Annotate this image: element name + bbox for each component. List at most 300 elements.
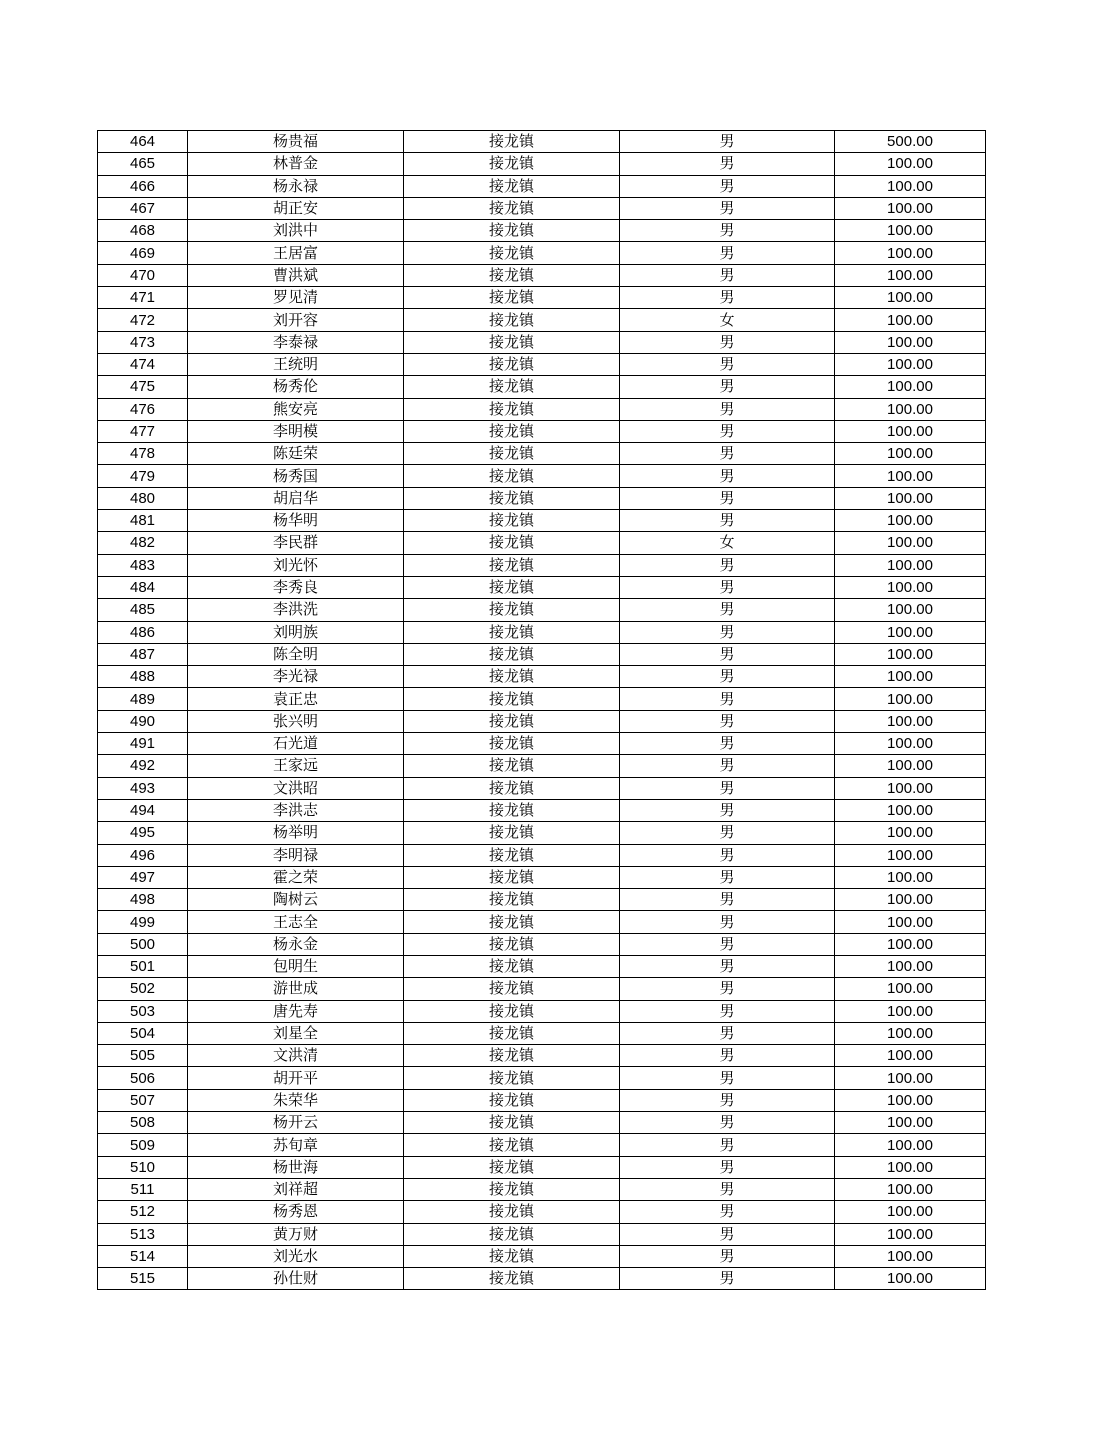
- row-number-cell: 467: [98, 197, 188, 219]
- amount-cell: 100.00: [835, 710, 986, 732]
- amount-cell: 100.00: [835, 733, 986, 755]
- table-row: [98, 465, 986, 487]
- gender-cell: 男: [620, 175, 835, 197]
- gender-cell: 男: [620, 777, 835, 799]
- name-cell: 石光道: [188, 733, 404, 755]
- gender-cell: 女: [620, 309, 835, 331]
- row-number-cell: 504: [98, 1022, 188, 1044]
- row-number-cell: 486: [98, 621, 188, 643]
- gender-cell: 男: [620, 911, 835, 933]
- row-number-cell: 487: [98, 643, 188, 665]
- row-number-cell: 482: [98, 532, 188, 554]
- amount-cell: 100.00: [835, 1156, 986, 1178]
- town-cell: 接龙镇: [404, 911, 620, 933]
- gender-cell: 男: [620, 1112, 835, 1134]
- amount-cell: 100.00: [835, 353, 986, 375]
- town-cell: 接龙镇: [404, 621, 620, 643]
- town-cell: 接龙镇: [404, 242, 620, 264]
- gender-cell: 男: [620, 1134, 835, 1156]
- town-cell: 接龙镇: [404, 465, 620, 487]
- table-row: [98, 1268, 986, 1290]
- amount-cell: 100.00: [835, 777, 986, 799]
- table-row: [98, 1000, 986, 1022]
- town-cell: 接龙镇: [404, 1268, 620, 1290]
- amount-cell: 100.00: [835, 599, 986, 621]
- gender-cell: 男: [620, 866, 835, 888]
- row-number-cell: 503: [98, 1000, 188, 1022]
- gender-cell: 男: [620, 376, 835, 398]
- row-number-cell: 478: [98, 443, 188, 465]
- row-number-cell: 512: [98, 1201, 188, 1223]
- table-row: [98, 1223, 986, 1245]
- gender-cell: 男: [620, 1045, 835, 1067]
- amount-cell: 100.00: [835, 889, 986, 911]
- row-number-cell: 483: [98, 554, 188, 576]
- row-number-cell: 476: [98, 398, 188, 420]
- row-number-cell: 494: [98, 799, 188, 821]
- town-cell: 接龙镇: [404, 889, 620, 911]
- town-cell: 接龙镇: [404, 1112, 620, 1134]
- amount-cell: 100.00: [835, 1112, 986, 1134]
- row-number-cell: 480: [98, 487, 188, 509]
- row-number-cell: 501: [98, 955, 188, 977]
- name-cell: 刘光水: [188, 1245, 404, 1267]
- table-row: [98, 1112, 986, 1134]
- gender-cell: 男: [620, 643, 835, 665]
- gender-cell: 男: [620, 220, 835, 242]
- row-number-cell: 474: [98, 353, 188, 375]
- table-row: [98, 264, 986, 286]
- amount-cell: 100.00: [835, 822, 986, 844]
- town-cell: 接龙镇: [404, 822, 620, 844]
- row-number-cell: 505: [98, 1045, 188, 1067]
- table-row: [98, 220, 986, 242]
- town-cell: 接龙镇: [404, 264, 620, 286]
- row-number-cell: 479: [98, 465, 188, 487]
- table-row: [98, 1156, 986, 1178]
- amount-cell: 100.00: [835, 955, 986, 977]
- amount-cell: 100.00: [835, 465, 986, 487]
- gender-cell: 男: [620, 1245, 835, 1267]
- amount-cell: 500.00: [835, 131, 986, 153]
- row-number-cell: 472: [98, 309, 188, 331]
- name-cell: 陈全明: [188, 643, 404, 665]
- town-cell: 接龙镇: [404, 1178, 620, 1200]
- row-number-cell: 470: [98, 264, 188, 286]
- row-number-cell: 466: [98, 175, 188, 197]
- amount-cell: 100.00: [835, 1000, 986, 1022]
- row-number-cell: 465: [98, 153, 188, 175]
- name-cell: 罗见清: [188, 287, 404, 309]
- name-cell: 杨世海: [188, 1156, 404, 1178]
- amount-cell: 100.00: [835, 688, 986, 710]
- row-number-cell: 496: [98, 844, 188, 866]
- name-cell: 刘洪中: [188, 220, 404, 242]
- name-cell: 王居富: [188, 242, 404, 264]
- table-row: [98, 710, 986, 732]
- gender-cell: 男: [620, 955, 835, 977]
- table-row: [98, 420, 986, 442]
- name-cell: 杨举明: [188, 822, 404, 844]
- name-cell: 朱荣华: [188, 1089, 404, 1111]
- name-cell: 杨永禄: [188, 175, 404, 197]
- amount-cell: 100.00: [835, 799, 986, 821]
- name-cell: 李泰禄: [188, 331, 404, 353]
- name-cell: 杨开云: [188, 1112, 404, 1134]
- gender-cell: 男: [620, 1223, 835, 1245]
- gender-cell: 男: [620, 420, 835, 442]
- row-number-cell: 502: [98, 978, 188, 1000]
- gender-cell: 男: [620, 1268, 835, 1290]
- amount-cell: 100.00: [835, 510, 986, 532]
- amount-cell: 100.00: [835, 487, 986, 509]
- table-row: [98, 287, 986, 309]
- row-number-cell: 491: [98, 733, 188, 755]
- town-cell: 接龙镇: [404, 1134, 620, 1156]
- gender-cell: 男: [620, 264, 835, 286]
- amount-cell: 100.00: [835, 287, 986, 309]
- row-number-cell: 473: [98, 331, 188, 353]
- row-number-cell: 510: [98, 1156, 188, 1178]
- name-cell: 文洪清: [188, 1045, 404, 1067]
- row-number-cell: 490: [98, 710, 188, 732]
- gender-cell: 男: [620, 733, 835, 755]
- row-number-cell: 493: [98, 777, 188, 799]
- name-cell: 文洪昭: [188, 777, 404, 799]
- row-number-cell: 513: [98, 1223, 188, 1245]
- amount-cell: 100.00: [835, 755, 986, 777]
- town-cell: 接龙镇: [404, 688, 620, 710]
- amount-cell: 100.00: [835, 576, 986, 598]
- name-cell: 胡正安: [188, 197, 404, 219]
- town-cell: 接龙镇: [404, 1067, 620, 1089]
- table-row: [98, 777, 986, 799]
- table-row: [98, 621, 986, 643]
- gender-cell: 男: [620, 889, 835, 911]
- town-cell: 接龙镇: [404, 420, 620, 442]
- name-cell: 林普金: [188, 153, 404, 175]
- town-cell: 接龙镇: [404, 510, 620, 532]
- gender-cell: 男: [620, 755, 835, 777]
- name-cell: 李明模: [188, 420, 404, 442]
- name-cell: 曹洪斌: [188, 264, 404, 286]
- name-cell: 王志全: [188, 911, 404, 933]
- name-cell: 刘祥超: [188, 1178, 404, 1200]
- table-row: [98, 331, 986, 353]
- name-cell: 黄万财: [188, 1223, 404, 1245]
- amount-cell: 100.00: [835, 220, 986, 242]
- gender-cell: 男: [620, 799, 835, 821]
- town-cell: 接龙镇: [404, 710, 620, 732]
- name-cell: 游世成: [188, 978, 404, 1000]
- town-cell: 接龙镇: [404, 287, 620, 309]
- name-cell: 陈廷荣: [188, 443, 404, 465]
- table-row: [98, 376, 986, 398]
- row-number-cell: 497: [98, 866, 188, 888]
- town-cell: 接龙镇: [404, 175, 620, 197]
- town-cell: 接龙镇: [404, 755, 620, 777]
- gender-cell: 男: [620, 576, 835, 598]
- row-number-cell: 477: [98, 420, 188, 442]
- name-cell: 李光禄: [188, 666, 404, 688]
- amount-cell: 100.00: [835, 420, 986, 442]
- town-cell: 接龙镇: [404, 532, 620, 554]
- gender-cell: 男: [620, 710, 835, 732]
- table-row: [98, 1045, 986, 1067]
- name-cell: 包明生: [188, 955, 404, 977]
- row-number-cell: 498: [98, 889, 188, 911]
- amount-cell: 100.00: [835, 376, 986, 398]
- table-row: [98, 688, 986, 710]
- amount-cell: 100.00: [835, 532, 986, 554]
- row-number-cell: 500: [98, 933, 188, 955]
- gender-cell: 男: [620, 510, 835, 532]
- table-row: [98, 131, 986, 153]
- name-cell: 胡开平: [188, 1067, 404, 1089]
- town-cell: 接龙镇: [404, 1245, 620, 1267]
- gender-cell: 男: [620, 487, 835, 509]
- town-cell: 接龙镇: [404, 443, 620, 465]
- gender-cell: 男: [620, 844, 835, 866]
- gender-cell: 男: [620, 621, 835, 643]
- row-number-cell: 507: [98, 1089, 188, 1111]
- table-row: [98, 532, 986, 554]
- amount-cell: 100.00: [835, 866, 986, 888]
- gender-cell: 男: [620, 197, 835, 219]
- town-cell: 接龙镇: [404, 220, 620, 242]
- table-row: [98, 955, 986, 977]
- table-row: [98, 487, 986, 509]
- row-number-cell: 495: [98, 822, 188, 844]
- row-number-cell: 485: [98, 599, 188, 621]
- amount-cell: 100.00: [835, 153, 986, 175]
- amount-cell: 100.00: [835, 331, 986, 353]
- town-cell: 接龙镇: [404, 131, 620, 153]
- table-row: [98, 554, 986, 576]
- table-row: [98, 911, 986, 933]
- row-number-cell: 464: [98, 131, 188, 153]
- amount-cell: 100.00: [835, 933, 986, 955]
- amount-cell: 100.00: [835, 1022, 986, 1044]
- name-cell: 刘星全: [188, 1022, 404, 1044]
- name-cell: 杨永金: [188, 933, 404, 955]
- table-row: [98, 866, 986, 888]
- gender-cell: 男: [620, 1156, 835, 1178]
- row-number-cell: 508: [98, 1112, 188, 1134]
- town-cell: 接龙镇: [404, 777, 620, 799]
- table-row: [98, 398, 986, 420]
- row-number-cell: 499: [98, 911, 188, 933]
- row-number-cell: 506: [98, 1067, 188, 1089]
- town-cell: 接龙镇: [404, 554, 620, 576]
- amount-cell: 100.00: [835, 175, 986, 197]
- gender-cell: 男: [620, 666, 835, 688]
- gender-cell: 男: [620, 978, 835, 1000]
- town-cell: 接龙镇: [404, 844, 620, 866]
- name-cell: 刘明族: [188, 621, 404, 643]
- name-cell: 胡启华: [188, 487, 404, 509]
- name-cell: 王统明: [188, 353, 404, 375]
- amount-cell: 100.00: [835, 242, 986, 264]
- gender-cell: 男: [620, 153, 835, 175]
- town-cell: 接龙镇: [404, 398, 620, 420]
- gender-cell: 男: [620, 353, 835, 375]
- gender-cell: 男: [620, 465, 835, 487]
- amount-cell: 100.00: [835, 1223, 986, 1245]
- row-number-cell: 471: [98, 287, 188, 309]
- town-cell: 接龙镇: [404, 197, 620, 219]
- row-number-cell: 481: [98, 510, 188, 532]
- gender-cell: 男: [620, 554, 835, 576]
- table-row: [98, 576, 986, 598]
- town-cell: 接龙镇: [404, 643, 620, 665]
- amount-cell: 100.00: [835, 844, 986, 866]
- amount-cell: 100.00: [835, 621, 986, 643]
- gender-cell: 男: [620, 443, 835, 465]
- town-cell: 接龙镇: [404, 331, 620, 353]
- name-cell: 杨华明: [188, 510, 404, 532]
- name-cell: 刘光怀: [188, 554, 404, 576]
- amount-cell: 100.00: [835, 1268, 986, 1290]
- name-cell: 李洪志: [188, 799, 404, 821]
- row-number-cell: 475: [98, 376, 188, 398]
- town-cell: 接龙镇: [404, 733, 620, 755]
- table-row: [98, 933, 986, 955]
- amount-cell: 100.00: [835, 443, 986, 465]
- amount-cell: 100.00: [835, 264, 986, 286]
- name-cell: 李明禄: [188, 844, 404, 866]
- name-cell: 王家远: [188, 755, 404, 777]
- table-row: [98, 1067, 986, 1089]
- town-cell: 接龙镇: [404, 309, 620, 331]
- row-number-cell: 492: [98, 755, 188, 777]
- amount-cell: 100.00: [835, 554, 986, 576]
- table-row: [98, 197, 986, 219]
- table-row: [98, 666, 986, 688]
- gender-cell: 男: [620, 1089, 835, 1111]
- gender-cell: 男: [620, 1201, 835, 1223]
- amount-cell: 100.00: [835, 1245, 986, 1267]
- amount-cell: 100.00: [835, 1134, 986, 1156]
- table-row: [98, 1201, 986, 1223]
- name-cell: 杨秀恩: [188, 1201, 404, 1223]
- name-cell: 刘开容: [188, 309, 404, 331]
- town-cell: 接龙镇: [404, 1089, 620, 1111]
- town-cell: 接龙镇: [404, 576, 620, 598]
- town-cell: 接龙镇: [404, 1223, 620, 1245]
- name-cell: 陶树云: [188, 889, 404, 911]
- town-cell: 接龙镇: [404, 955, 620, 977]
- table-row: [98, 599, 986, 621]
- row-number-cell: 511: [98, 1178, 188, 1200]
- row-number-cell: 484: [98, 576, 188, 598]
- name-cell: 苏旬章: [188, 1134, 404, 1156]
- name-cell: 李洪洗: [188, 599, 404, 621]
- row-number-cell: 469: [98, 242, 188, 264]
- town-cell: 接龙镇: [404, 487, 620, 509]
- roster-table-body: [98, 131, 986, 1290]
- town-cell: 接龙镇: [404, 1000, 620, 1022]
- table-row: [98, 889, 986, 911]
- town-cell: 接龙镇: [404, 799, 620, 821]
- gender-cell: 女: [620, 532, 835, 554]
- table-row: [98, 309, 986, 331]
- town-cell: 接龙镇: [404, 1045, 620, 1067]
- gender-cell: 男: [620, 131, 835, 153]
- gender-cell: 男: [620, 287, 835, 309]
- name-cell: 杨秀伦: [188, 376, 404, 398]
- table-row: [98, 1022, 986, 1044]
- town-cell: 接龙镇: [404, 978, 620, 1000]
- town-cell: 接龙镇: [404, 1156, 620, 1178]
- row-number-cell: 514: [98, 1245, 188, 1267]
- amount-cell: 100.00: [835, 197, 986, 219]
- table-row: [98, 799, 986, 821]
- table-row: [98, 643, 986, 665]
- table-row: [98, 978, 986, 1000]
- town-cell: 接龙镇: [404, 376, 620, 398]
- table-row: [98, 1134, 986, 1156]
- gender-cell: 男: [620, 331, 835, 353]
- gender-cell: 男: [620, 1067, 835, 1089]
- town-cell: 接龙镇: [404, 666, 620, 688]
- row-number-cell: 488: [98, 666, 188, 688]
- row-number-cell: 468: [98, 220, 188, 242]
- roster-table: [97, 130, 986, 1290]
- table-row: [98, 1089, 986, 1111]
- table-row: [98, 443, 986, 465]
- town-cell: 接龙镇: [404, 353, 620, 375]
- amount-cell: 100.00: [835, 1089, 986, 1111]
- name-cell: 孙仕财: [188, 1268, 404, 1290]
- gender-cell: 男: [620, 688, 835, 710]
- amount-cell: 100.00: [835, 666, 986, 688]
- town-cell: 接龙镇: [404, 1022, 620, 1044]
- amount-cell: 100.00: [835, 978, 986, 1000]
- table-row: [98, 510, 986, 532]
- table-row: [98, 755, 986, 777]
- name-cell: 李民群: [188, 532, 404, 554]
- name-cell: 杨秀国: [188, 465, 404, 487]
- amount-cell: 100.00: [835, 1201, 986, 1223]
- row-number-cell: 515: [98, 1268, 188, 1290]
- table-row: [98, 242, 986, 264]
- amount-cell: 100.00: [835, 1045, 986, 1067]
- name-cell: 杨贵福: [188, 131, 404, 153]
- table-row: [98, 153, 986, 175]
- gender-cell: 男: [620, 1178, 835, 1200]
- town-cell: 接龙镇: [404, 933, 620, 955]
- gender-cell: 男: [620, 599, 835, 621]
- table-row: [98, 1178, 986, 1200]
- amount-cell: 100.00: [835, 398, 986, 420]
- town-cell: 接龙镇: [404, 599, 620, 621]
- gender-cell: 男: [620, 1022, 835, 1044]
- gender-cell: 男: [620, 933, 835, 955]
- amount-cell: 100.00: [835, 309, 986, 331]
- table-row: [98, 733, 986, 755]
- row-number-cell: 509: [98, 1134, 188, 1156]
- table-row: [98, 822, 986, 844]
- amount-cell: 100.00: [835, 911, 986, 933]
- table-row: [98, 175, 986, 197]
- amount-cell: 100.00: [835, 643, 986, 665]
- town-cell: 接龙镇: [404, 1201, 620, 1223]
- name-cell: 霍之荣: [188, 866, 404, 888]
- gender-cell: 男: [620, 822, 835, 844]
- table-row: [98, 1245, 986, 1267]
- row-number-cell: 489: [98, 688, 188, 710]
